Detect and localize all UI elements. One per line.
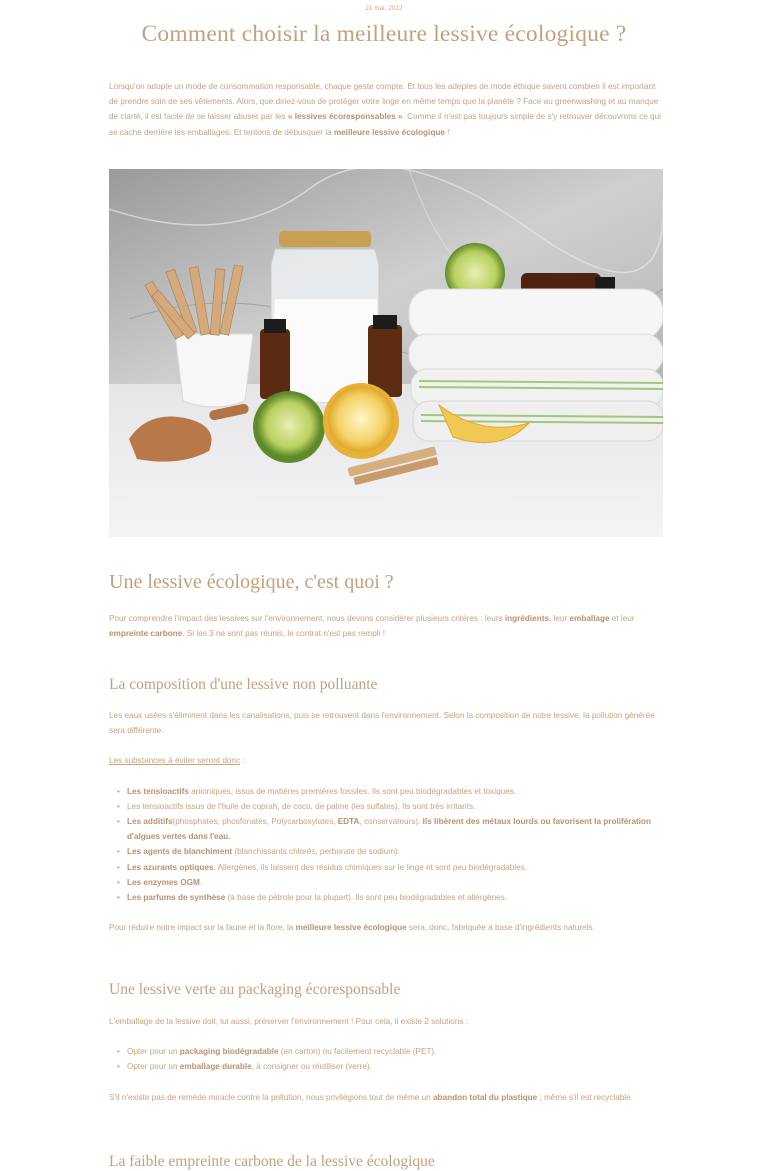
section2-intro: Les eaux usées s'éliminent dans les canalisations, puis se retrouvent dans l'environnement. Selon la composition de notre lessive, la pollution générée sera différente. [109,711,655,736]
article-photo [109,169,663,537]
list-item: • Les azurants optiques. Allergènes, ils laissent des résidus chimiques sur le linge et sont peu biodégradables. [127,860,662,875]
list-item: • Opter pour un emballage durable, à consigner ou réutiliser (verre). [127,1059,662,1074]
heading-lessive-ecologique: Une lessive écologique, c'est quoi ? [109,571,394,593]
list-item: • Les enzymes OGM. [127,875,662,890]
list-item: • Les tensioactifs anioniques, issus de matières premières fossiles. Ils sont peu biodégradables et toxiques. [127,784,662,799]
intro-block [109,79,662,140]
packaging-list [109,1044,662,1074]
heading-packaging: Une lessive verte au packaging écoresponsable [109,981,401,998]
section3-conclusion: S'il n'existe pas de remède miracle contre la pollution, nous privilégions tout de même un abandon total du plastique ; même s'il est recyclable. [109,1092,633,1102]
article-title: Comment choisir la meilleure lessive écologique ? [141,21,627,47]
list-item: • Les parfums de synthèse (à base de pétrole pour la plupart). Ils sont peu biodégradables et allergènes. [127,890,662,905]
intro-paragraph: Lorsqu'on adopte un mode de consommation responsable, chaque geste compte. Et tous les adeptes de mode éthique savent combien il est important de prendre soin de ses vêtements. Alors, que diriez-vous de protéger votre linge en même temps que la planète ? Face au greenwashing et au manque de clarté, il est facile de se laisser abuser par les « lessives écoresponsables ». Comme il n'est pas toujours simple de s'y retrouver découvrons ce qui se cache derrière les emballages. Et tentons de débusquer la meilleure lessive écologique ! [109,82,661,137]
list-item: • Les additifs(phosphates, phosfonates, Polycarboxylates, EDTA, conservateurs). Ils libèrent des métaux lourds ou favorisent la prolifération d'algues vertes dans l'eau. [127,814,662,844]
section2-block [109,708,662,935]
section1-paragraph: Pour comprendre l'impact des lessives sur l'environnement, nous devons considérer plusieurs critères : leurs ingrédients, leur emballage et leur empreinte carbone. Si les 3 ne sont pas réunis, le contrat n'est pas rempli ! [109,614,635,639]
section3-intro: L'emballage de la lessive doit, lui aussi, préserver l'environnement ! Pour cela, il existe 2 solutions : [109,1017,469,1026]
list-item: • Les tensioactifs issus de l'huile de coprah, de coco, de palme (les sulfates). Ils sont très irritants. [127,799,662,814]
intro-bold-meilleure: meilleure lessive écologique [333,127,445,137]
section1-block [109,611,662,641]
heading-composition: La composition d'une lessive non polluante [109,676,378,693]
heading-empreinte-carbone: La faible empreinte carbone de la lessive écologique [109,1153,435,1170]
substances-list [109,784,662,906]
publish-date: 21 mai, 2022 [365,6,403,12]
section2-conclusion: Pour réduire notre impact sur la faune et la flore, la meilleure lessive écologique sera, donc, fabriquée à base d'ingrédients naturels. [109,923,595,933]
intro-bold-lessives: « lessives écoresponsables » [287,112,403,122]
list-item: • Les agents de blanchiment (blanchissants chlorés, perborate de sodium). [127,844,662,859]
avoid-label: Les substances à éviter seront donc : [109,756,245,766]
list-item: • Opter pour un packaging biodégradable (en carton) ou facilement recyclable (PET). [127,1044,662,1059]
section3-block [109,1014,662,1105]
